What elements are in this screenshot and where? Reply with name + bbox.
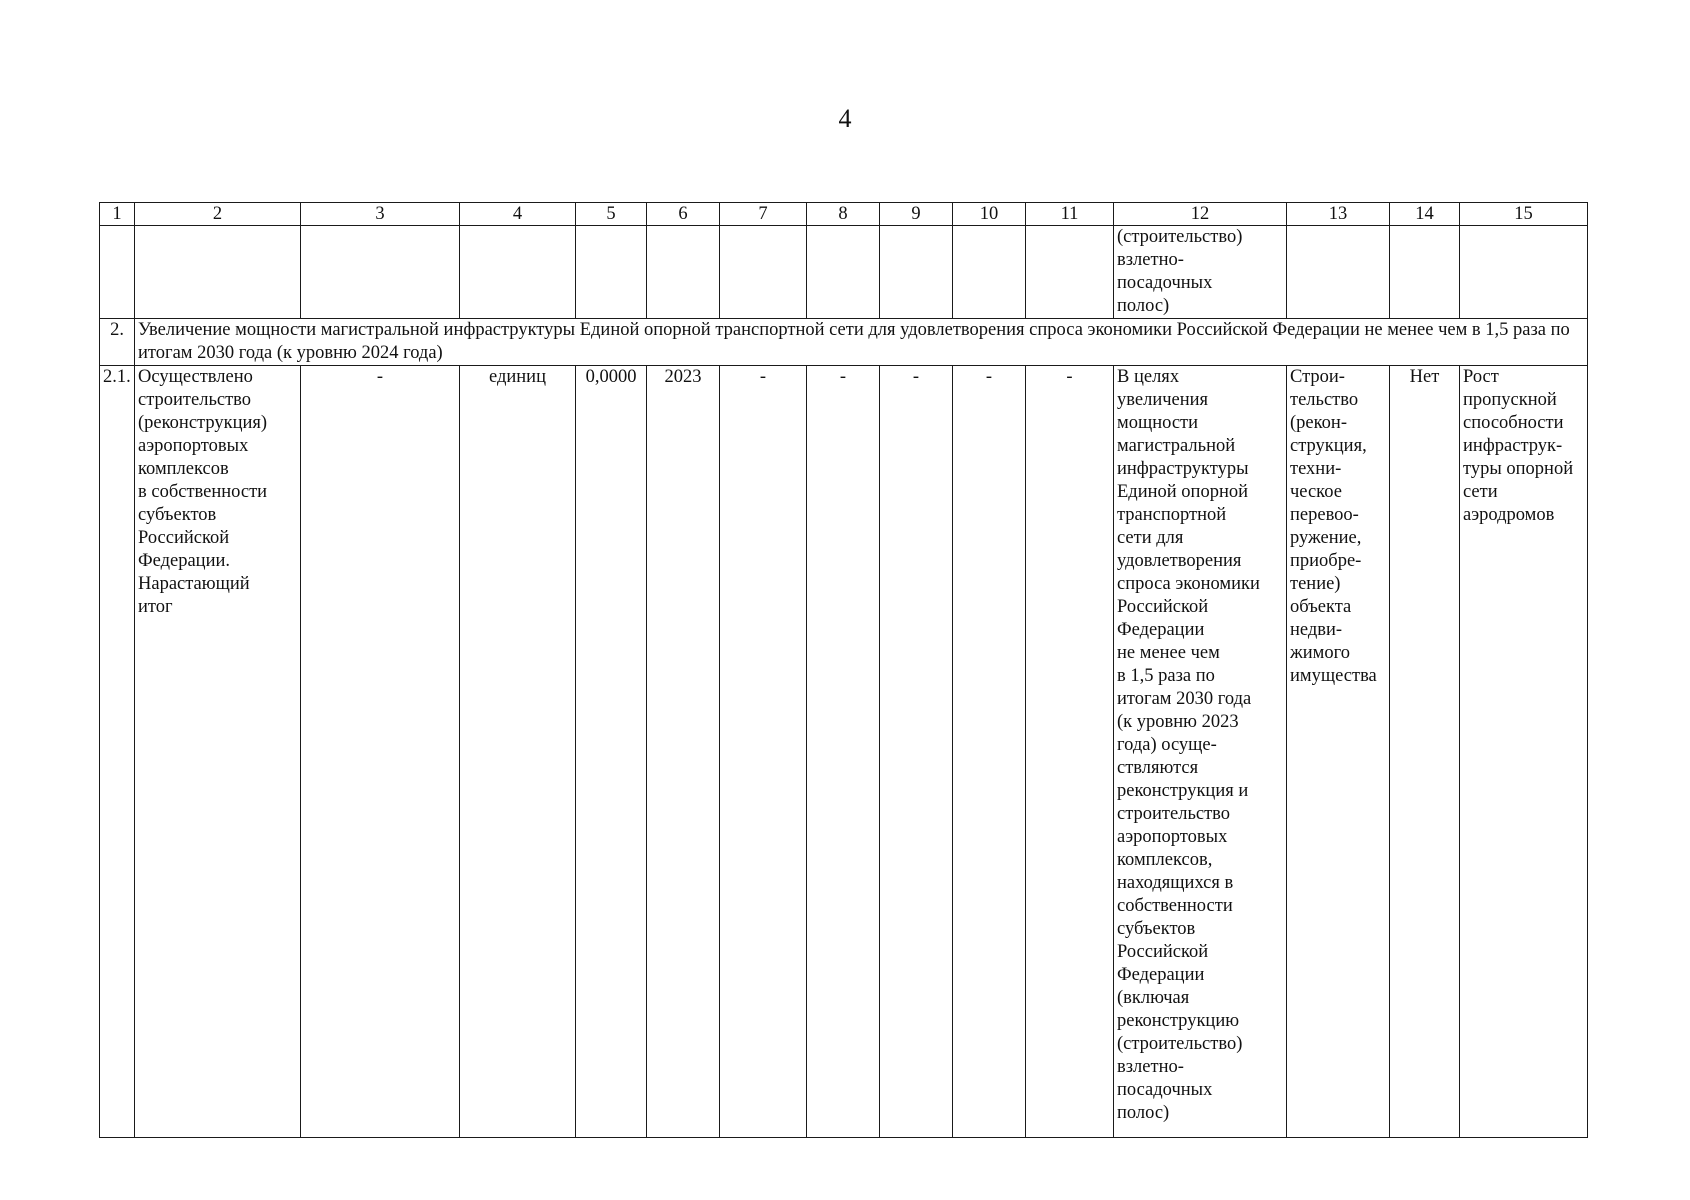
column-number: 9 (880, 203, 953, 226)
column-number: 3 (301, 203, 460, 226)
column-number: 13 (1287, 203, 1390, 226)
column-number: 1 (100, 203, 135, 226)
table-cell (720, 226, 807, 319)
table-row (100, 366, 1588, 1138)
type-cell: Строи- тельство (рекон- струкция, техни- ческое перевоо- ружение, приобре- тение) объекта недви- жимого имущества (1287, 366, 1390, 1138)
table-cell (1026, 226, 1114, 319)
table-cell (1287, 226, 1390, 319)
flag-cell: Нет (1390, 366, 1460, 1138)
table-cell: - (953, 366, 1026, 1138)
column-number: 14 (1390, 203, 1460, 226)
table-cell (1460, 226, 1588, 319)
row-number: 2.1. (100, 366, 135, 1138)
table-cell (460, 226, 576, 319)
unit-cell: единиц (460, 366, 576, 1138)
description-cell: В целях увеличения мощности магистральной инфраструктуры Единой опорной транспортной сети для удовлетворения спроса экономики Российской Федерации не менее чем в 1,5 раза по итогам 2030 года (к уровню 2023 года) осуще- ствляются реконструкция и строительство аэропортовых комплексов, находящихся в собственности субъектов Российской Федерации (включая реконструкцию (строительство) взлетно- посадочных полос) (1114, 366, 1287, 1138)
column-number: 5 (576, 203, 647, 226)
column-number: 7 (720, 203, 807, 226)
section-number: 2. (100, 319, 135, 366)
base-year-cell: 2023 (647, 366, 720, 1138)
table-cell: - (807, 366, 880, 1138)
table-cell (576, 226, 647, 319)
column-number: 15 (1460, 203, 1588, 226)
table-cell: - (720, 366, 807, 1138)
table-cell (135, 226, 301, 319)
table-cell: - (301, 366, 460, 1138)
indicator-name: Осуществлено строительство (реконструкция) аэропортовых комплексов в собственности субъектов Российской Федерации. Нарастающий итог (135, 366, 301, 1138)
base-value-cell: 0,0000 (576, 366, 647, 1138)
continuation-description: (строительство) взлетно- посадочных полос) (1114, 226, 1287, 319)
table-cell (807, 226, 880, 319)
column-number: 10 (953, 203, 1026, 226)
table-cell: - (1026, 366, 1114, 1138)
table-cell (647, 226, 720, 319)
table-cell (880, 226, 953, 319)
table-cell (301, 226, 460, 319)
column-number-row (100, 203, 1588, 226)
table-cell: - (880, 366, 953, 1138)
section-title: Увеличение мощности магистральной инфраструктуры Единой опорной транспортной сети для удовлетворения спроса экономики Российской Федерации не менее чем в 1,5 раза по итогам 2030 года (к уровню 2024 года) (135, 319, 1588, 366)
table-cell (953, 226, 1026, 319)
continuation-row (100, 226, 1588, 319)
table-cell (100, 226, 135, 319)
column-number: 6 (647, 203, 720, 226)
section-row (100, 319, 1588, 366)
data-table (99, 202, 1588, 1138)
column-number: 8 (807, 203, 880, 226)
table-cell (1390, 226, 1460, 319)
column-number: 2 (135, 203, 301, 226)
page-number: 4 (838, 104, 852, 133)
effect-cell: Рост пропускной способности инфраструк- туры опорной сети аэродромов (1460, 366, 1588, 1138)
column-number: 12 (1114, 203, 1287, 226)
column-number: 11 (1026, 203, 1114, 226)
column-number: 4 (460, 203, 576, 226)
